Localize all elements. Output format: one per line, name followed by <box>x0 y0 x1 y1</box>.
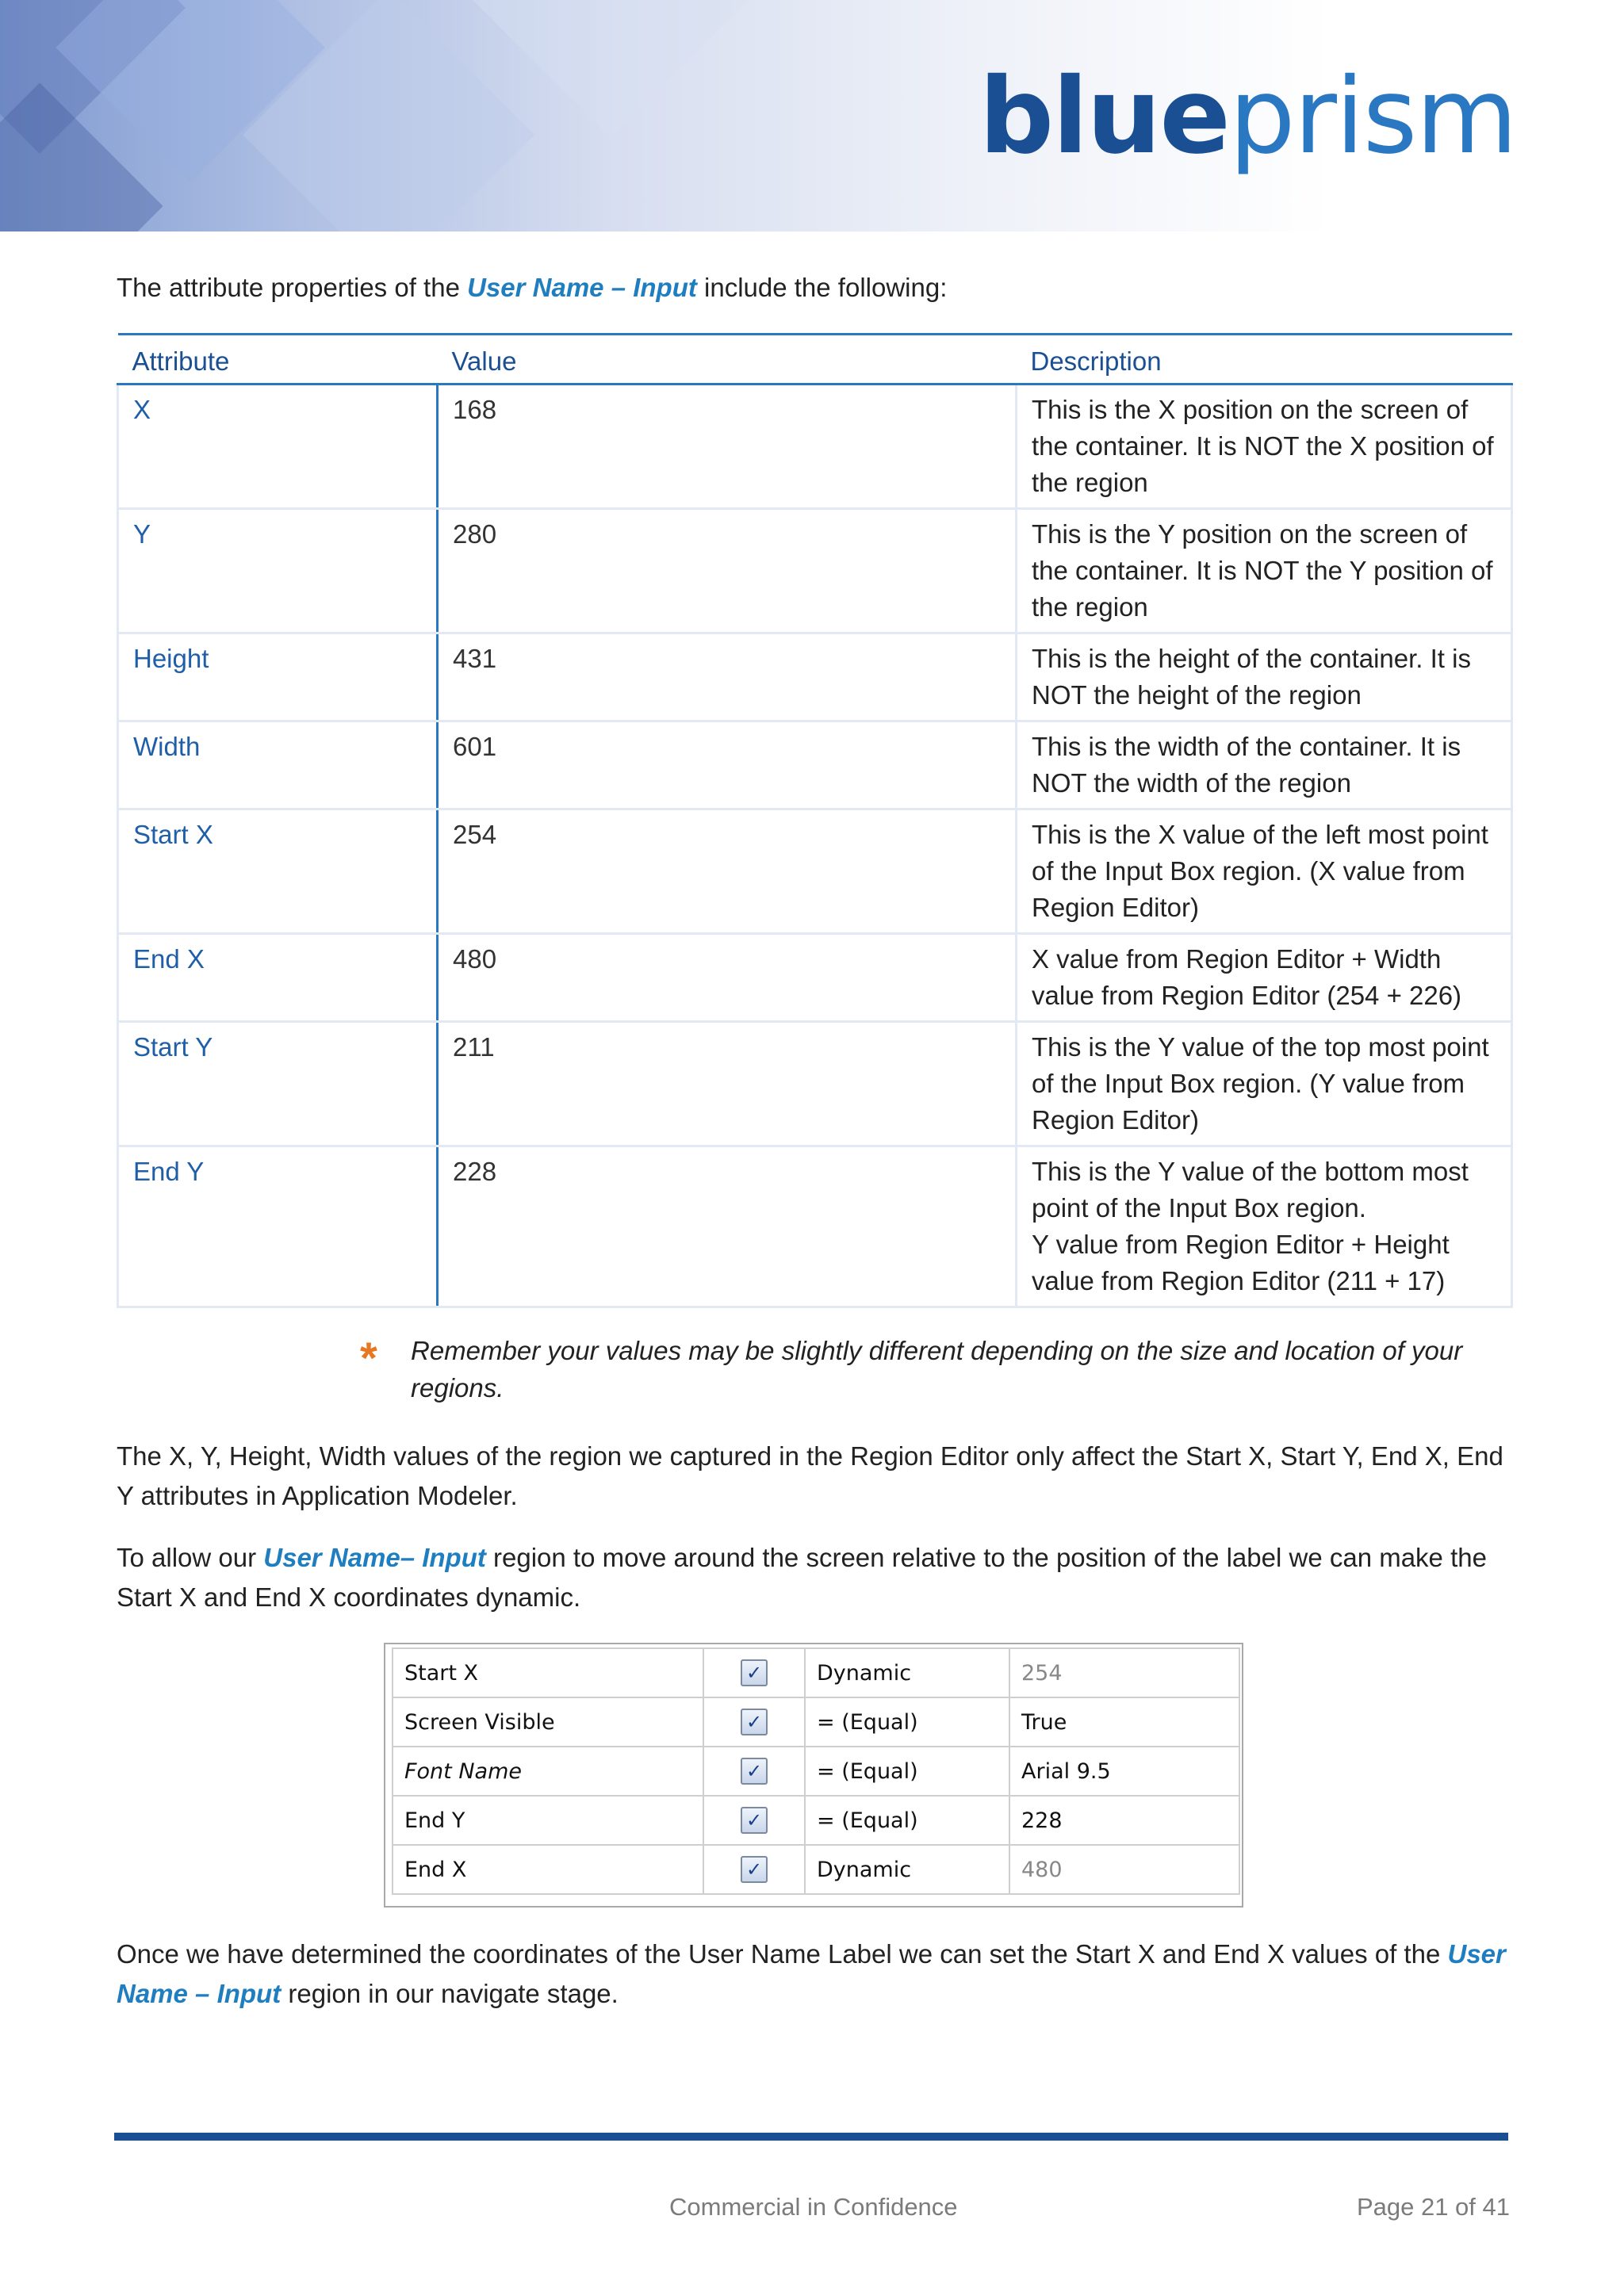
table-row <box>118 721 1512 809</box>
description-line: This is the Y value of the bottom most point of the Input Box region. <box>1032 1157 1469 1223</box>
value-cell: 480 <box>438 934 1017 1022</box>
grid-match-type[interactable]: = (Equal) <box>805 1747 1009 1796</box>
table-row <box>118 1022 1512 1146</box>
attribute-cell: Start X <box>118 809 438 934</box>
table-header-row <box>118 335 1512 385</box>
description-cell: This is the X position on the screen of the container. It is NOT the X position of the region <box>1017 385 1512 509</box>
grid-match-type[interactable]: Dynamic <box>805 1845 1009 1894</box>
description-cell: X value from Region Editor + Width value from Region Editor (254 + 226) <box>1017 934 1512 1022</box>
highlight-user-name-input: User Name– Input <box>263 1543 486 1572</box>
blueprism-logo: blueprism <box>979 55 1516 178</box>
table-row <box>118 809 1512 934</box>
grid-match-type[interactable]: Dynamic <box>805 1648 1009 1697</box>
grid-row <box>393 1796 1239 1845</box>
attribute-cell: Height <box>118 633 438 721</box>
value-cell: 431 <box>438 633 1017 721</box>
footer-page-number: Page 21 of 41 <box>1356 2193 1510 2221</box>
value-cell: 254 <box>438 809 1017 934</box>
highlight-user-name-input: User Name – Input <box>467 273 697 302</box>
value-cell: 601 <box>438 721 1017 809</box>
description-cell: This is the width of the container. It is NOT the width of the region <box>1017 721 1512 809</box>
match-checkbox[interactable]: ✓ <box>741 1856 768 1883</box>
intro-paragraph: The attribute properties of the User Name – Input include the following: <box>117 273 948 302</box>
value-cell: 228 <box>438 1146 1017 1307</box>
page-header <box>0 0 1624 232</box>
value-cell: 280 <box>438 509 1017 633</box>
highlight-user-name-input: User Name – Input <box>117 1939 1506 2008</box>
value-cell: 211 <box>438 1022 1017 1146</box>
grid-row <box>393 1845 1239 1894</box>
paragraph-navigate: Once we have determined the coordinates of the User Name Label we can set the Start X and End X values of the User Name – Input region in our navigate stage. <box>117 1939 1506 2008</box>
grid-value[interactable]: 480 <box>1009 1845 1239 1894</box>
grid-attribute-name: End Y <box>393 1796 703 1845</box>
grid-value[interactable]: 254 <box>1009 1648 1239 1697</box>
note-text: Remember your values may be slightly different depending on the size and location of your regions. <box>411 1336 1463 1402</box>
attribute-cell: Y <box>118 509 438 633</box>
header-description: Description <box>1017 335 1512 385</box>
header-attribute: Attribute <box>118 335 438 385</box>
description-cell <box>1017 1146 1512 1307</box>
grid-match-type[interactable]: = (Equal) <box>805 1697 1009 1747</box>
footer-divider <box>114 2133 1508 2141</box>
grid-attribute-name: End X <box>393 1845 703 1894</box>
description-cell: This is the X value of the left most point of the Input Box region. (X value from Region Editor) <box>1017 809 1512 934</box>
paragraph-region-values: The X, Y, Height, Width values of the region we captured in the Region Editor only affect the Start X, Start Y, End X, End Y attributes in Application Modeler. <box>117 1441 1503 1510</box>
table-row <box>118 509 1512 633</box>
grid-value[interactable]: True <box>1009 1697 1239 1747</box>
value-cell: 168 <box>438 385 1017 509</box>
grid-value[interactable]: 228 <box>1009 1796 1239 1845</box>
asterisk-icon: * <box>360 1333 377 1383</box>
grid-match-type[interactable]: = (Equal) <box>805 1796 1009 1845</box>
grid-row <box>393 1747 1239 1796</box>
attribute-cell: Start Y <box>118 1022 438 1146</box>
match-checkbox[interactable]: ✓ <box>741 1659 768 1686</box>
grid-value[interactable]: Arial 9.5 <box>1009 1747 1239 1796</box>
attribute-table <box>117 333 1513 1308</box>
footer-confidentiality: Commercial in Confidence <box>669 2193 958 2221</box>
description-cell: This is the Y value of the top most point of the Input Box region. (Y value from Region Editor) <box>1017 1022 1512 1146</box>
description-cell: This is the Y position on the screen of the container. It is NOT the Y position of the region <box>1017 509 1512 633</box>
grid-attribute-name: Screen Visible <box>393 1697 703 1747</box>
table-row <box>118 385 1512 509</box>
description-cell: This is the height of the container. It is NOT the height of the region <box>1017 633 1512 721</box>
attribute-cell: X <box>118 385 438 509</box>
match-checkbox[interactable]: ✓ <box>741 1807 768 1834</box>
grid-row <box>393 1697 1239 1747</box>
table-row <box>118 1146 1512 1307</box>
match-checkbox[interactable]: ✓ <box>741 1709 768 1735</box>
attribute-cell: Width <box>118 721 438 809</box>
paragraph-dynamic: To allow our User Name– Input region to move around the screen relative to the position of the label we can make the Start X and End X coordinates dynamic. <box>117 1543 1487 1612</box>
attribute-cell: End X <box>118 934 438 1022</box>
table-row <box>118 633 1512 721</box>
grid-attribute-name: Font Name <box>393 1747 703 1796</box>
header-value: Value <box>438 335 1017 385</box>
attribute-cell: End Y <box>118 1146 438 1307</box>
grid-attribute-name: Start X <box>393 1648 703 1697</box>
table-row <box>118 934 1512 1022</box>
attribute-grid-screenshot <box>384 1643 1243 1908</box>
description-line: Y value from Region Editor + Height value from Region Editor (211 + 17) <box>1032 1230 1450 1295</box>
grid-row <box>393 1648 1239 1697</box>
match-checkbox[interactable]: ✓ <box>741 1758 768 1785</box>
